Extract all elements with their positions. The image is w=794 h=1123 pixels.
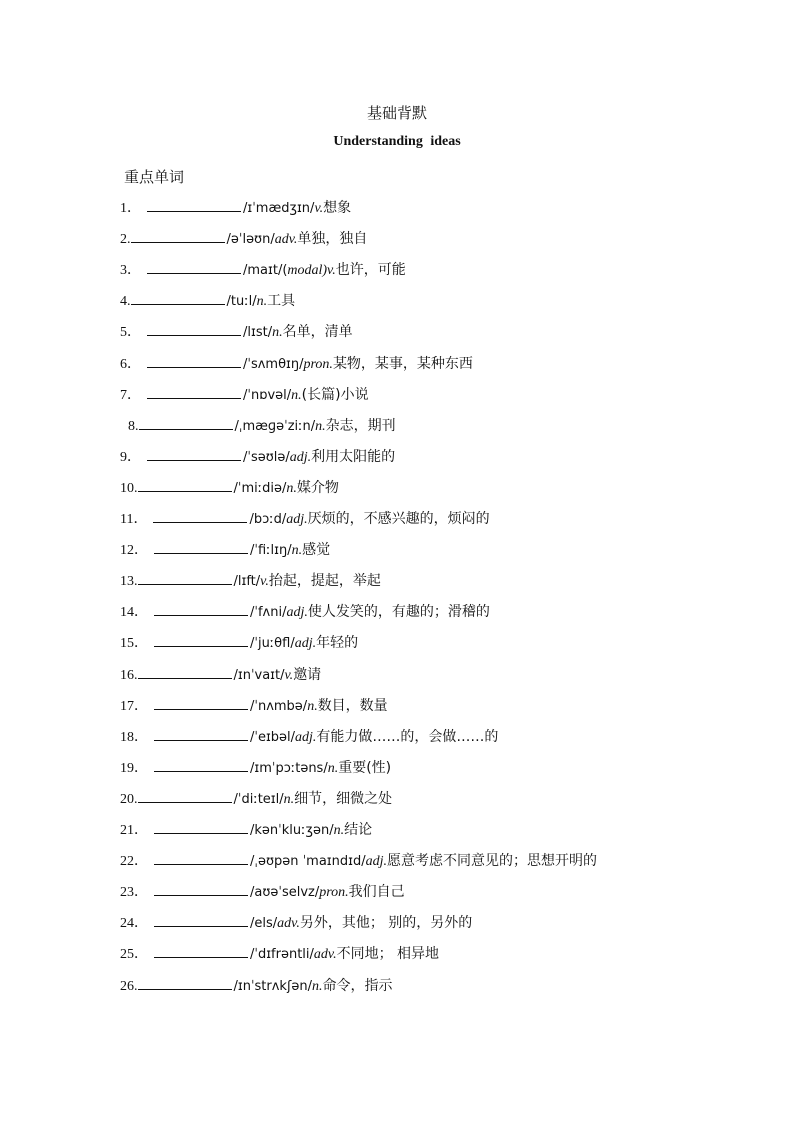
part-of-speech: adv. (313, 947, 337, 963)
vocab-item (120, 476, 339, 500)
answer-blank[interactable] (154, 757, 248, 772)
vocab-item (120, 725, 498, 749)
answer-blank[interactable] (147, 353, 241, 368)
vocab-item (120, 352, 473, 376)
part-of-speech: pron. (319, 885, 349, 901)
phonetic-transcription: /ˈsʌmθɪŋ/ (243, 356, 304, 372)
vocab-item (120, 787, 392, 811)
answer-blank[interactable] (139, 415, 233, 430)
phonetic-transcription: /ˌmæɡəˈziːn/ (234, 418, 316, 434)
meaning: 抬起，提起，举起 (268, 573, 381, 590)
meaning: 杂志，期刊 (325, 417, 396, 434)
phonetic-transcription: /ˈmiːdiə/ (233, 480, 287, 496)
phonetic-transcription: /lɪst/ (243, 325, 273, 341)
phonetic-transcription: /bɔːd/ (249, 512, 287, 527)
vocab-item (120, 600, 490, 624)
item-number: 24． (120, 916, 148, 932)
vocab-item (120, 818, 372, 842)
item-number: 8. (128, 418, 139, 434)
part-of-speech: n. (327, 760, 339, 776)
meaning: 结论 (344, 822, 373, 838)
meaning: 年轻的 (316, 635, 359, 652)
vocab-item (120, 383, 369, 407)
answer-blank[interactable] (138, 477, 232, 492)
meaning: 愿意考虑不同意见的；思想开明的 (386, 853, 597, 870)
vocab-item (120, 880, 405, 904)
item-number: 25． (120, 947, 148, 963)
item-number: 12． (120, 543, 148, 559)
vocab-item (120, 942, 439, 966)
phonetic-transcription: /ɪˈmædʒɪn/ (243, 201, 315, 216)
answer-blank[interactable] (147, 197, 241, 212)
phonetic-transcription: /ˈdɪfrəntli/ (250, 947, 314, 963)
answer-blank[interactable] (154, 695, 248, 710)
answer-blank[interactable] (154, 539, 248, 554)
item-number: 22． (120, 854, 148, 870)
meaning: 细节，细微之处 (294, 790, 393, 807)
phonetic-transcription: /lɪft/ (233, 574, 261, 590)
item-number: 9． (120, 449, 141, 465)
vocab-item (128, 414, 396, 438)
item-number: 19． (120, 760, 148, 776)
meaning: 想象 (323, 200, 352, 216)
part-of-speech: adj. (295, 729, 317, 745)
item-number: 14． (120, 605, 148, 621)
phonetic-transcription: /ˈnɒvəl/ (243, 387, 292, 403)
answer-blank[interactable] (138, 975, 232, 990)
item-number: 23． (120, 885, 148, 901)
item-number: 2. (120, 232, 131, 248)
item-number: 10. (120, 480, 138, 496)
meaning: 工具 (267, 293, 296, 310)
meaning: 有能力做……的，会做……的 (316, 728, 499, 745)
item-number: 3． (120, 263, 141, 279)
meaning: 我们自己 (348, 884, 405, 901)
vocab-item (120, 289, 295, 313)
part-of-speech: pron. (303, 356, 333, 372)
answer-blank[interactable] (154, 726, 248, 741)
vocab-item (120, 849, 597, 873)
vocab-item (120, 974, 392, 998)
meaning: 使人发笑的，有趣的；滑稽的 (307, 604, 490, 621)
vocab-item (120, 196, 351, 220)
vocab-item (120, 227, 367, 251)
part-of-speech: adj. (286, 605, 308, 621)
vocab-item (120, 258, 406, 282)
phonetic-transcription: /kənˈkluːʒən/ (250, 823, 334, 838)
item-number: 26. (120, 978, 138, 994)
answer-blank[interactable] (154, 601, 248, 616)
vocab-item (120, 694, 388, 718)
answer-blank[interactable] (147, 384, 241, 399)
phonetic-transcription: /ˈfiːlɪŋ/ (250, 543, 292, 559)
item-number: 6． (120, 356, 141, 372)
meaning: 不同地； 相异地 (336, 946, 440, 963)
part-of-speech: n. (283, 791, 295, 807)
part-of-speech: v. (260, 574, 269, 590)
phonetic-transcription: /ˈsəʊlə/ (243, 449, 290, 465)
item-number: 18． (120, 729, 148, 745)
meaning: 邀请 (293, 666, 322, 683)
answer-blank[interactable] (153, 508, 247, 523)
part-of-speech: n. (272, 325, 283, 341)
part-of-speech: n. (315, 418, 326, 434)
item-number: 4. (120, 294, 131, 310)
part-of-speech: adv. (274, 232, 298, 248)
meaning: 单独，独自 (297, 231, 368, 248)
part-of-speech: modal)v. (287, 263, 336, 279)
answer-blank[interactable] (154, 819, 248, 834)
item-number: 11． (120, 512, 148, 527)
part-of-speech: n. (307, 698, 318, 714)
item-number: 7． (120, 387, 141, 403)
phonetic-transcription: /els/ (250, 916, 278, 932)
vocab-item (120, 569, 381, 593)
answer-blank[interactable] (154, 850, 248, 865)
answer-blank[interactable] (138, 664, 232, 679)
meaning: 名单，清单 (282, 324, 353, 341)
vocab-item (120, 911, 472, 935)
item-number: 20. (120, 791, 138, 807)
meaning: 利用太阳能的 (311, 448, 396, 465)
answer-blank[interactable] (147, 259, 241, 274)
part-of-speech: n. (333, 823, 345, 838)
item-number: 1． (120, 201, 141, 216)
phonetic-transcription: /ˌəʊpən ˈmaɪndɪd/ (250, 854, 366, 870)
phonetic-transcription: /ɪmˈpɔːtəns/ (250, 760, 328, 776)
answer-blank[interactable] (154, 881, 248, 896)
part-of-speech: n. (256, 294, 268, 310)
answer-blank[interactable] (154, 912, 248, 927)
item-number: 5． (120, 325, 141, 341)
vocab-item (120, 538, 330, 562)
vocab-item (120, 445, 395, 469)
phonetic-transcription: /maɪt/( (243, 263, 288, 279)
meaning: 厌烦的，不感兴趣的，烦闷的 (307, 511, 490, 527)
vocab-item (120, 756, 391, 780)
vocab-item (120, 631, 358, 655)
item-number: 15． (120, 636, 148, 652)
phonetic-transcription: /ˈfʌni/ (250, 605, 287, 621)
vocab-item (120, 663, 321, 687)
part-of-speech: adj. (289, 449, 312, 465)
part-of-speech: v. (314, 201, 324, 216)
meaning: 另外，其他； 别的，另外的 (299, 915, 473, 932)
vocab-item (120, 507, 490, 531)
answer-blank[interactable] (154, 943, 248, 958)
phonetic-transcription: /əˈləʊn/ (226, 232, 275, 248)
answer-blank[interactable] (138, 788, 232, 803)
phonetic-transcription: /ˈnʌmbə/ (250, 698, 308, 714)
meaning: 也许，可能 (335, 262, 406, 279)
part-of-speech: adv. (277, 916, 300, 932)
answer-blank[interactable] (147, 321, 241, 336)
phonetic-transcription: /ˈjuːθfl/ (250, 636, 295, 652)
meaning: 重要(性) (338, 759, 392, 776)
phonetic-transcription: /ˈeɪbəl/ (250, 729, 296, 745)
meaning: (长篇)小说 (301, 386, 369, 403)
section-subtitle: Understanding ideas (333, 134, 461, 149)
part-of-speech: v. (284, 667, 294, 683)
phonetic-transcription: /tuːl/ (226, 294, 257, 310)
meaning: 命令，指示 (322, 977, 393, 994)
part-of-speech: n. (286, 480, 297, 496)
part-of-speech: adj. (286, 512, 308, 527)
part-of-speech: n. (311, 978, 323, 994)
phonetic-transcription: /aʊəˈselvz/ (250, 885, 320, 901)
answer-blank[interactable] (147, 446, 241, 461)
meaning: 某物，某事，某种东西 (332, 355, 473, 372)
answer-blank[interactable] (154, 632, 248, 647)
meaning: 感觉 (302, 542, 331, 559)
vocab-item (120, 320, 353, 344)
item-number: 21． (120, 823, 148, 838)
phonetic-transcription: /ˈdiːteɪl/ (233, 791, 284, 807)
part-of-speech: n. (291, 543, 303, 559)
item-number: 16. (120, 667, 138, 683)
answer-blank[interactable] (131, 228, 225, 243)
item-number: 17． (120, 698, 148, 714)
meaning: 数目，数量 (317, 697, 388, 714)
item-number: 13. (120, 574, 138, 590)
meaning: 媒介物 (296, 479, 339, 496)
answer-blank[interactable] (131, 290, 225, 305)
answer-blank[interactable] (138, 570, 232, 585)
part-of-speech: adj. (294, 636, 317, 652)
phonetic-transcription: /ɪnˈvaɪt/ (233, 667, 285, 683)
page-title: 基础背默 (366, 104, 427, 122)
section-heading: 重点单词 (124, 168, 185, 186)
part-of-speech: n. (291, 387, 302, 403)
phonetic-transcription: /ɪnˈstrʌkʃən/ (233, 978, 312, 994)
part-of-speech: adj. (365, 854, 387, 870)
